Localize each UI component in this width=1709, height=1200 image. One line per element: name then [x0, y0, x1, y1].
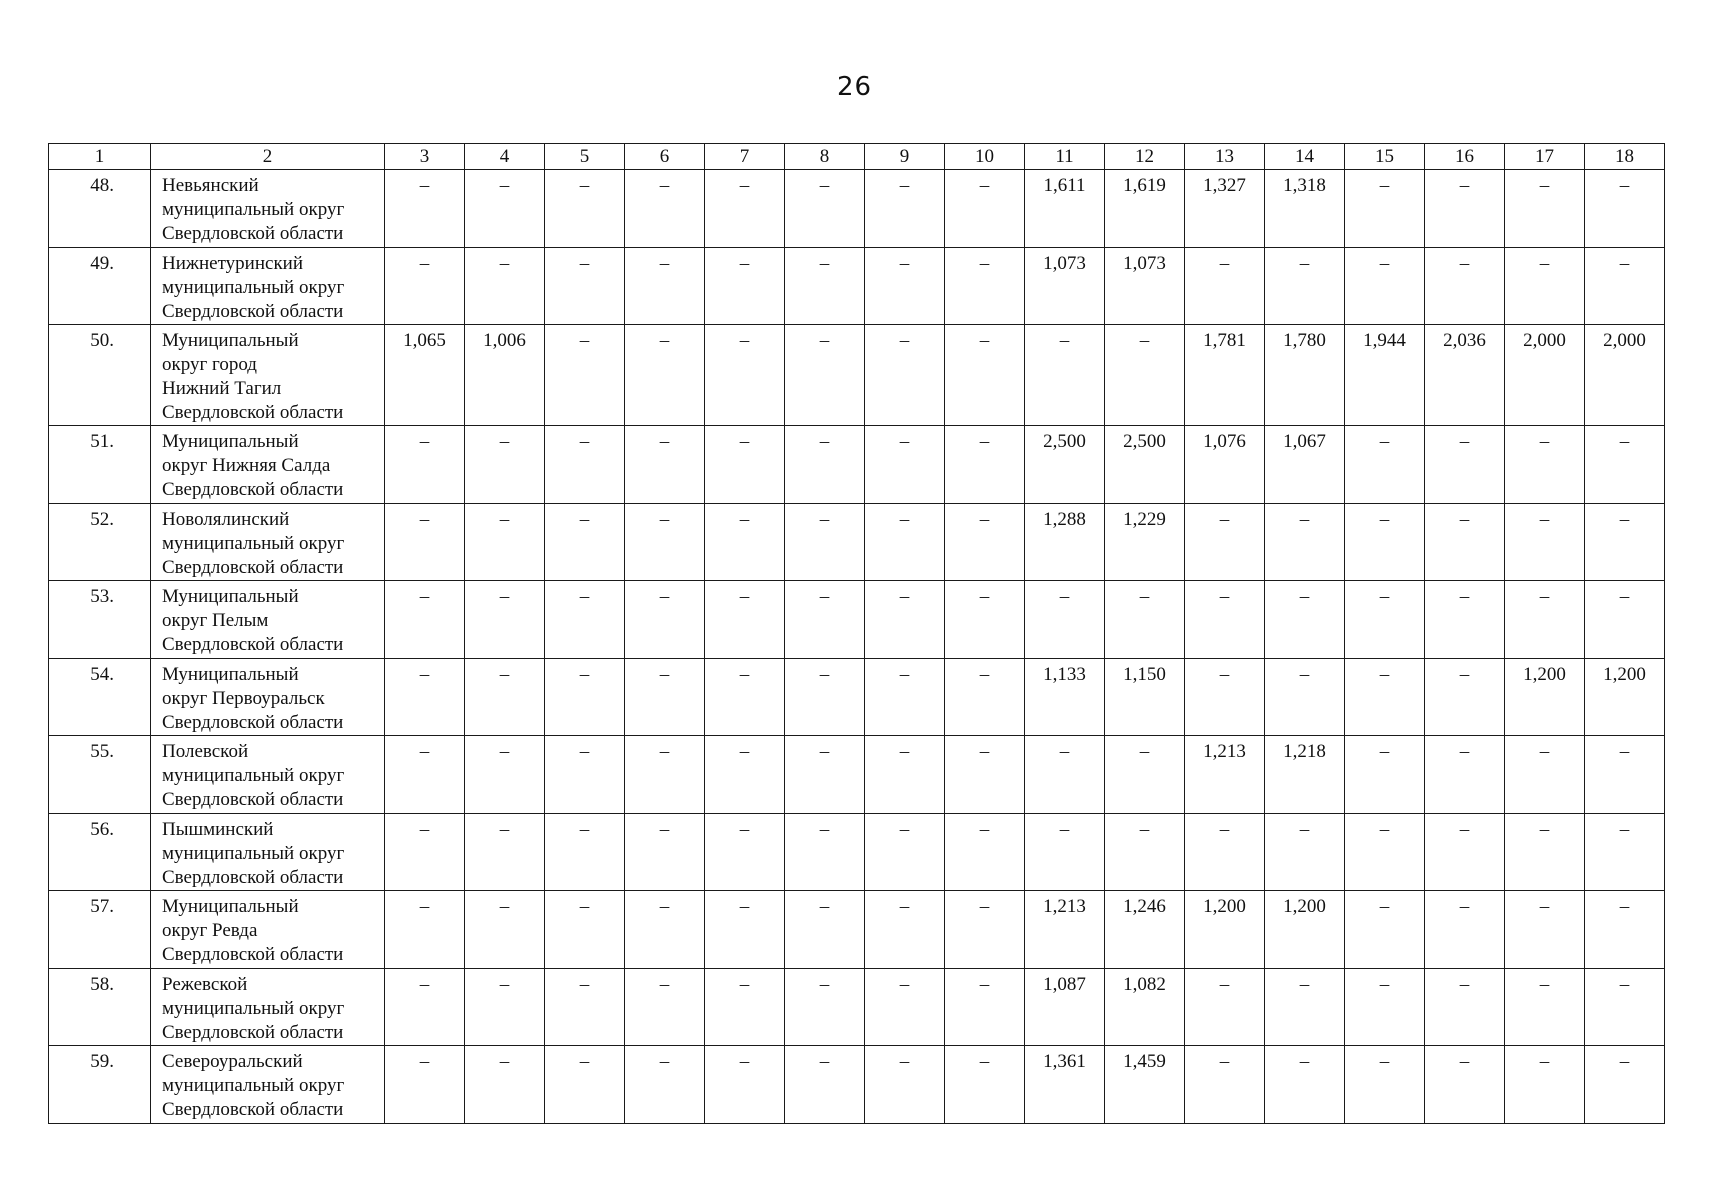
value-cell: – — [705, 503, 785, 581]
name-line: Режевской — [162, 973, 248, 995]
column-header: 10 — [945, 144, 1025, 170]
column-header: 13 — [1185, 144, 1265, 170]
value-cell: 2,000 — [1505, 325, 1585, 426]
value-cell: – — [1585, 968, 1665, 1046]
value-cell: – — [465, 581, 545, 659]
name-line: Свердловской области — [162, 634, 344, 655]
value-cell: – — [1265, 503, 1345, 581]
value-cell: 1,213 — [1185, 736, 1265, 814]
name-line: Муниципальный — [162, 586, 299, 607]
value-cell: – — [625, 736, 705, 814]
row-number: 49. — [49, 247, 151, 325]
value-cell: – — [1425, 813, 1505, 891]
row-number: 59. — [49, 1046, 151, 1124]
value-cell: – — [1185, 813, 1265, 891]
value-cell: – — [705, 325, 785, 426]
name-line: Свердловской области — [162, 789, 344, 810]
value-cell: – — [625, 170, 705, 248]
value-cell: – — [465, 813, 545, 891]
value-cell: – — [1265, 658, 1345, 736]
value-cell: 1,200 — [1505, 658, 1585, 736]
value-cell: – — [545, 813, 625, 891]
value-cell: – — [1505, 1046, 1585, 1124]
column-header: 3 — [385, 144, 465, 170]
value-cell: – — [865, 658, 945, 736]
value-cell: 1,327 — [1185, 170, 1265, 248]
name-line: Пышминский — [162, 818, 274, 840]
table-header-row — [49, 144, 1665, 170]
value-cell: – — [865, 1046, 945, 1124]
value-cell: – — [865, 813, 945, 891]
column-header: 12 — [1105, 144, 1185, 170]
value-cell: – — [545, 325, 625, 426]
value-cell: – — [1505, 813, 1585, 891]
value-cell: – — [865, 426, 945, 504]
value-cell: – — [865, 581, 945, 659]
value-cell: – — [1025, 813, 1105, 891]
value-cell: 1,073 — [1025, 247, 1105, 325]
value-cell: – — [465, 891, 545, 969]
column-header: 16 — [1425, 144, 1505, 170]
value-cell: – — [945, 247, 1025, 325]
value-cell: – — [385, 247, 465, 325]
municipality-name — [151, 581, 385, 659]
value-cell: – — [1185, 658, 1265, 736]
value-cell: – — [785, 1046, 865, 1124]
value-cell: – — [545, 968, 625, 1046]
value-cell: – — [1505, 736, 1585, 814]
municipality-name — [151, 170, 385, 248]
value-cell: – — [1265, 247, 1345, 325]
table-row — [49, 170, 1665, 248]
value-cell: 1,076 — [1185, 426, 1265, 504]
name-line: округ Нижняя Салда — [162, 455, 331, 476]
value-cell: – — [625, 247, 705, 325]
value-cell: – — [1585, 426, 1665, 504]
name-line: Невьянский — [162, 175, 259, 196]
name-line: Свердловской области — [162, 711, 344, 733]
name-line: Свердловской области — [162, 1021, 344, 1043]
value-cell: – — [1505, 581, 1585, 659]
value-cell: – — [385, 658, 465, 736]
value-cell: 2,500 — [1105, 426, 1185, 504]
value-cell: – — [1425, 1046, 1505, 1124]
value-cell: – — [625, 426, 705, 504]
row-number: 56. — [49, 813, 151, 891]
value-cell: – — [1345, 1046, 1425, 1124]
value-cell: – — [785, 581, 865, 659]
value-cell: – — [705, 247, 785, 325]
name-line: муниципальный округ — [162, 532, 345, 554]
value-cell: – — [385, 170, 465, 248]
name-line: Свердловской области — [162, 300, 344, 322]
value-cell: 1,288 — [1025, 503, 1105, 581]
value-cell: 1,780 — [1265, 325, 1345, 426]
table-row — [49, 736, 1665, 814]
value-cell: 1,213 — [1025, 891, 1105, 969]
value-cell: – — [1425, 426, 1505, 504]
value-cell: – — [785, 736, 865, 814]
name-line: Нижний Тагил — [162, 378, 282, 399]
name-line: Свердловской области — [162, 1099, 344, 1120]
value-cell: – — [1265, 968, 1345, 1046]
value-cell: 1,150 — [1105, 658, 1185, 736]
value-cell: – — [1345, 503, 1425, 581]
name-line: муниципальный округ — [162, 765, 345, 786]
value-cell: 1,067 — [1265, 426, 1345, 504]
value-cell: 1,318 — [1265, 170, 1345, 248]
value-cell: – — [545, 581, 625, 659]
value-cell: – — [1505, 426, 1585, 504]
table-row — [49, 426, 1665, 504]
value-cell: – — [785, 813, 865, 891]
value-cell: – — [385, 968, 465, 1046]
value-cell: 2,036 — [1425, 325, 1505, 426]
value-cell: – — [785, 170, 865, 248]
column-header: 18 — [1585, 144, 1665, 170]
municipality-name — [151, 736, 385, 814]
value-cell: 1,246 — [1105, 891, 1185, 969]
municipality-name — [151, 325, 385, 426]
column-header: 7 — [705, 144, 785, 170]
value-cell: – — [705, 891, 785, 969]
municipality-name — [151, 968, 385, 1046]
value-cell: – — [1105, 581, 1185, 659]
name-line: Полевской — [162, 741, 249, 762]
municipality-name — [151, 658, 385, 736]
value-cell: – — [1425, 736, 1505, 814]
value-cell: 1,619 — [1105, 170, 1185, 248]
name-line: муниципальный округ — [162, 842, 345, 864]
column-header: 14 — [1265, 144, 1345, 170]
value-cell: – — [1425, 247, 1505, 325]
value-cell: – — [705, 813, 785, 891]
value-cell: – — [865, 503, 945, 581]
value-cell: – — [785, 658, 865, 736]
value-cell: – — [545, 891, 625, 969]
table-body — [49, 144, 1665, 1124]
value-cell: – — [1345, 968, 1425, 1046]
value-cell: – — [1265, 1046, 1345, 1124]
row-number: 55. — [49, 736, 151, 814]
value-cell: – — [385, 813, 465, 891]
name-line: Нижнетуринский — [162, 252, 304, 274]
value-cell: – — [385, 1046, 465, 1124]
value-cell: – — [785, 426, 865, 504]
value-cell: – — [385, 426, 465, 504]
value-cell: – — [705, 658, 785, 736]
value-cell: – — [1105, 325, 1185, 426]
municipality-name — [151, 503, 385, 581]
value-cell: – — [625, 581, 705, 659]
value-cell: – — [1345, 170, 1425, 248]
value-cell: – — [545, 736, 625, 814]
value-cell: – — [705, 968, 785, 1046]
value-cell: – — [1585, 1046, 1665, 1124]
value-cell: 2,000 — [1585, 325, 1665, 426]
column-header: 8 — [785, 144, 865, 170]
value-cell: – — [945, 503, 1025, 581]
name-line: округ город — [162, 354, 257, 375]
value-cell: – — [1185, 581, 1265, 659]
name-line: Свердловской области — [162, 402, 344, 423]
value-cell: – — [945, 170, 1025, 248]
value-cell: – — [1425, 891, 1505, 969]
value-cell: – — [1425, 503, 1505, 581]
value-cell: – — [545, 170, 625, 248]
value-cell: – — [945, 813, 1025, 891]
value-cell: – — [865, 247, 945, 325]
value-cell: – — [1585, 170, 1665, 248]
value-cell: – — [1425, 968, 1505, 1046]
value-cell: – — [465, 658, 545, 736]
value-cell: – — [945, 736, 1025, 814]
value-cell: – — [1185, 1046, 1265, 1124]
name-line: Муниципальный — [162, 896, 299, 917]
value-cell: – — [1585, 581, 1665, 659]
column-header: 2 — [151, 144, 385, 170]
value-cell: – — [545, 247, 625, 325]
name-line: Муниципальный — [162, 330, 299, 351]
value-cell: – — [785, 891, 865, 969]
value-cell: – — [1025, 581, 1105, 659]
value-cell: – — [385, 736, 465, 814]
value-cell: – — [1505, 170, 1585, 248]
value-cell: – — [625, 658, 705, 736]
value-cell: – — [945, 426, 1025, 504]
municipality-name — [151, 891, 385, 969]
value-cell: – — [1185, 503, 1265, 581]
value-cell: – — [1025, 736, 1105, 814]
value-cell: – — [1185, 247, 1265, 325]
value-cell: – — [1185, 968, 1265, 1046]
value-cell: – — [1585, 891, 1665, 969]
value-cell: 1,082 — [1105, 968, 1185, 1046]
municipality-name — [151, 1046, 385, 1124]
table-row — [49, 968, 1665, 1046]
value-cell: – — [385, 581, 465, 659]
value-cell: – — [1425, 581, 1505, 659]
row-number: 48. — [49, 170, 151, 248]
value-cell: 1,133 — [1025, 658, 1105, 736]
value-cell: – — [1345, 581, 1425, 659]
value-cell: – — [705, 170, 785, 248]
name-line: Новолялинский — [162, 508, 290, 530]
value-cell: 1,087 — [1025, 968, 1105, 1046]
value-cell: – — [545, 1046, 625, 1124]
value-cell: – — [865, 891, 945, 969]
name-line: муниципальный округ — [162, 997, 345, 1019]
value-cell: 1,065 — [385, 325, 465, 426]
value-cell: – — [1345, 736, 1425, 814]
name-line: муниципальный округ — [162, 276, 345, 298]
name-line: Муниципальный — [162, 663, 299, 685]
value-cell: – — [1025, 325, 1105, 426]
page-number: 26 — [836, 72, 873, 102]
table-row — [49, 581, 1665, 659]
row-number: 53. — [49, 581, 151, 659]
column-header: 6 — [625, 144, 705, 170]
value-cell: 1,200 — [1585, 658, 1665, 736]
column-header: 9 — [865, 144, 945, 170]
table-row — [49, 891, 1665, 969]
value-cell: – — [465, 170, 545, 248]
data-table — [48, 143, 1665, 1124]
value-cell: – — [1345, 891, 1425, 969]
value-cell: – — [785, 968, 865, 1046]
name-line: Свердловской области — [162, 556, 344, 578]
value-cell: – — [1585, 247, 1665, 325]
value-cell: – — [945, 968, 1025, 1046]
name-line: Свердловской области — [162, 223, 344, 244]
value-cell: 1,611 — [1025, 170, 1105, 248]
value-cell: – — [945, 1046, 1025, 1124]
value-cell: – — [385, 891, 465, 969]
value-cell: – — [545, 658, 625, 736]
value-cell: – — [785, 325, 865, 426]
value-cell: – — [1345, 247, 1425, 325]
value-cell: – — [705, 581, 785, 659]
column-header: 5 — [545, 144, 625, 170]
value-cell: – — [865, 170, 945, 248]
value-cell: – — [465, 968, 545, 1046]
name-line: Муниципальный — [162, 431, 299, 452]
value-cell: – — [1345, 813, 1425, 891]
name-line: муниципальный округ — [162, 1075, 345, 1096]
value-cell: – — [945, 325, 1025, 426]
column-header: 11 — [1025, 144, 1105, 170]
value-cell: – — [625, 1046, 705, 1124]
name-line: округ Ревда — [162, 920, 258, 941]
value-cell: 1,229 — [1105, 503, 1185, 581]
value-cell: – — [625, 325, 705, 426]
column-header: 15 — [1345, 144, 1425, 170]
value-cell: – — [465, 426, 545, 504]
value-cell: – — [1425, 658, 1505, 736]
value-cell: – — [705, 426, 785, 504]
row-number: 50. — [49, 325, 151, 426]
table-row — [49, 813, 1665, 891]
row-number: 58. — [49, 968, 151, 1046]
value-cell: 1,781 — [1185, 325, 1265, 426]
value-cell: – — [625, 891, 705, 969]
name-line: Свердловской области — [162, 866, 344, 888]
table-row — [49, 325, 1665, 426]
value-cell: – — [1105, 736, 1185, 814]
column-header: 1 — [49, 144, 151, 170]
row-number: 57. — [49, 891, 151, 969]
column-header: 17 — [1505, 144, 1585, 170]
value-cell: – — [545, 503, 625, 581]
name-line: муниципальный округ — [162, 199, 345, 220]
value-cell: – — [865, 325, 945, 426]
municipality-name — [151, 426, 385, 504]
value-cell: – — [1505, 891, 1585, 969]
value-cell: – — [865, 736, 945, 814]
value-cell: – — [465, 503, 545, 581]
value-cell: – — [1425, 170, 1505, 248]
value-cell: 1,200 — [1265, 891, 1345, 969]
row-number: 51. — [49, 426, 151, 504]
table-row — [49, 503, 1665, 581]
value-cell: 1,944 — [1345, 325, 1425, 426]
table-row — [49, 1046, 1665, 1124]
value-cell: 1,459 — [1105, 1046, 1185, 1124]
value-cell: – — [465, 247, 545, 325]
value-cell: – — [1585, 813, 1665, 891]
value-cell: – — [1585, 736, 1665, 814]
value-cell: – — [625, 503, 705, 581]
value-cell: – — [465, 1046, 545, 1124]
column-header: 4 — [465, 144, 545, 170]
value-cell: 1,361 — [1025, 1046, 1105, 1124]
value-cell: – — [1265, 813, 1345, 891]
value-cell: 2,500 — [1025, 426, 1105, 504]
value-cell: – — [705, 736, 785, 814]
value-cell: – — [785, 247, 865, 325]
table-row — [49, 658, 1665, 736]
value-cell: – — [945, 891, 1025, 969]
row-number: 54. — [49, 658, 151, 736]
value-cell: – — [625, 813, 705, 891]
row-number: 52. — [49, 503, 151, 581]
value-cell: – — [945, 658, 1025, 736]
value-cell: – — [625, 968, 705, 1046]
municipality-name — [151, 813, 385, 891]
value-cell: – — [1505, 503, 1585, 581]
value-cell: – — [1345, 658, 1425, 736]
table-row — [49, 247, 1665, 325]
value-cell: – — [785, 503, 865, 581]
name-line: округ Первоуральск — [162, 687, 325, 709]
value-cell: – — [945, 581, 1025, 659]
name-line: Североуральский — [162, 1051, 303, 1072]
value-cell: – — [545, 426, 625, 504]
value-cell: 1,006 — [465, 325, 545, 426]
value-cell: – — [865, 968, 945, 1046]
value-cell: 1,200 — [1185, 891, 1265, 969]
name-line: Свердловской области — [162, 944, 344, 965]
value-cell: – — [1505, 247, 1585, 325]
value-cell: – — [385, 503, 465, 581]
value-cell: – — [1345, 426, 1425, 504]
value-cell: – — [1265, 581, 1345, 659]
value-cell: – — [705, 1046, 785, 1124]
value-cell: 1,218 — [1265, 736, 1345, 814]
value-cell: – — [1505, 968, 1585, 1046]
name-line: Свердловской области — [162, 479, 344, 500]
value-cell: – — [1585, 503, 1665, 581]
name-line: округ Пелым — [162, 610, 269, 631]
value-cell: – — [465, 736, 545, 814]
value-cell: – — [1105, 813, 1185, 891]
value-cell: 1,073 — [1105, 247, 1185, 325]
municipality-name — [151, 247, 385, 325]
